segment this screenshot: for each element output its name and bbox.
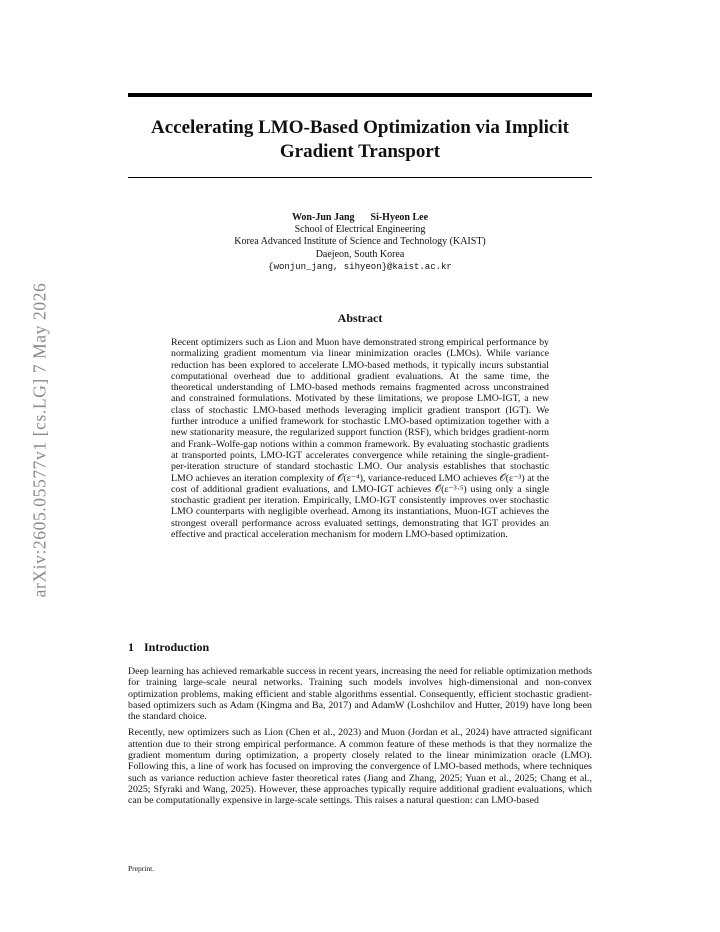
paragraph: Recently, new optimizers such as Lion (Chen et al., 2023) and Muon (Jordan et al., 2024) have attracted significant attention due to their strong empirical performance. A common feature of these methods is that they normalize the gradient momentum during optimization, a property closely related to the linear minimization oracle (LMO). Following this, a line of work has focused on improving the convergence of LMO-based methods, where techniques such as variance reduction achieve faster theoretical rates (Jiang and Zhang, 2025; Yuan et al., 2025; Chang et al., 2025; Sfyraki and Wang, 2025). However, these approaches typically require additional gradient evaluations, which can be computationally expensive in large-scale settings. This raises a natural question: can LMO-based (128, 727, 592, 807)
title-top-rule (128, 93, 592, 97)
title-bottom-rule (128, 177, 592, 178)
introduction-body (128, 666, 592, 812)
author-email: {wonjun_jang, sihyeon}@kaist.ac.kr (268, 261, 452, 272)
footer-note: Preprint. (128, 864, 155, 873)
abstract-text: Recent optimizers such as Lion and Muon have demonstrated strong empirical performance by normalizing gradient momentum via linear minimization oracles (LMOs). While variance reduction has been explored to accelerate LMO-based methods, it typically incurs substantial computational overhead due to additional gradient evaluations. At the same time, the theoretical understanding of LMO-based methods remains fragmented across unconstrained and constrained formulations. Motivated by these limitations, we propose LMO-IGT, a new class of stochastic LMO-based methods leveraging implicit gradient transport (IGT). We further introduce a unified framework for stochastic LMO-based optimization together with a new stationarity measure, the regularized support function (RSF), which bridges gradient-norm and Frank–Wolfe-gap notions within a common framework. By evaluating stochastic gradients at transported points, LMO-IGT accelerates convergence while retaining the single-gradient-per-iteration structure of standard stochastic LMO. Our analysis establishes that stochastic LMO achieves an iteration complexity of 𝒪(ε⁻⁴), variance-reduced LMO achieves 𝒪(ε⁻³) at the cost of additional gradient evaluations, and LMO-IGT achieves 𝒪(ε⁻³·⁵) using only a single stochastic gradient per iteration. Empirically, LMO-IGT consistently improves over stochastic LMO counterparts with negligible overhead. Among its instantiations, Muon-IGT achieves the strongest overall performance across evaluated settings, demonstrating that IGT provides an effective and practical acceleration mechanism for modern LMO-based optimization. (171, 337, 549, 541)
paper-title: Accelerating LMO-Based Optimization via Implicit Gradient Transport (151, 117, 569, 162)
section-title: Introduction (144, 640, 210, 654)
author-department: School of Electrical Engineering (294, 224, 426, 236)
abstract-heading: Abstract (337, 311, 383, 325)
section-number: 1 (128, 640, 134, 654)
author-name: Si-Hyeon Lee (370, 212, 429, 223)
author-names (128, 212, 592, 224)
paragraph: Deep learning has achieved remarkable success in recent years, increasing the need for reliable optimization methods for training large-scale neural networks. Training such models involves high-dimensional and non-convex optimization problems, making efficient and stable algorithms essential. Consequently, efficient stochastic gradient-based optimizers such as Adam (Kingma and Ba, 2017) and AdamW (Loshchilov and Hutter, 2019) have long been the standard choice. (128, 666, 592, 723)
author-block (128, 212, 592, 273)
author-name: Won-Jun Jang (291, 212, 355, 223)
author-institute: Korea Advanced Institute of Science and Technology (KAIST) (234, 236, 486, 248)
section-heading-introduction (128, 640, 592, 655)
arxiv-identifier-stamp: arXiv:2605.05577v1 [cs.LG] 7 May 2026 (29, 282, 50, 598)
author-location: Daejeon, South Korea (315, 248, 405, 260)
